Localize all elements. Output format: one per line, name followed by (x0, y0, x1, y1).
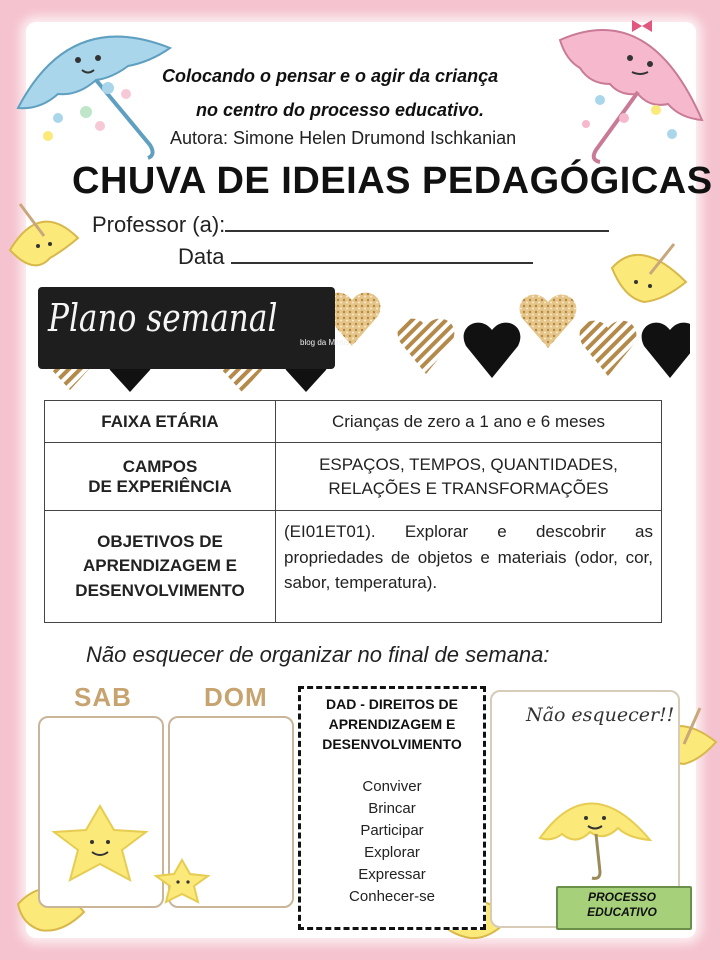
dad-item: Brincar (368, 800, 416, 817)
dad-item: Expressar (358, 866, 426, 883)
table-key-cell: FAIXA ETÁRIA (45, 401, 276, 443)
table-value-cell: Crianças de zero a 1 ano e 6 meses (276, 401, 662, 443)
table-key-cell: CAMPOS DE EXPERIÊNCIA (45, 443, 276, 511)
blog-mark-logo: blog da Mimis (300, 338, 350, 347)
table-key-cell: OBJETIVOS DE APRENDIZAGEM E DESENVOLVIMENTO (45, 511, 276, 623)
processo-educativo-label: PROCESSO EDUCATIVO (587, 890, 657, 919)
saturday-label: SAB (74, 682, 132, 712)
yellow-umbrella-icon (540, 803, 650, 878)
header-line-1: Colocando o pensar e o agir da criança (162, 66, 499, 86)
dad-title: DAD - DIREITOS DE APRENDIZAGEM E DESENVOLVIMENTO (322, 696, 462, 752)
weekend-reminder-note: Não esquecer de organizar no final de semana: (86, 642, 550, 667)
dad-item: Conhecer-se (349, 888, 435, 905)
nao-esquecer-label: Não esquecer!! (526, 704, 675, 726)
date-label: Data (178, 244, 225, 269)
page-title: CHUVA DE IDEIAS PEDAGÓGICAS (72, 160, 713, 202)
plano-semanal-label: Plano semanal (48, 296, 278, 340)
dad-item: Participar (360, 822, 424, 839)
header-line-2: no centro do processo educativo. (196, 100, 485, 120)
sunday-label: DOM (204, 682, 268, 712)
author-credit: Autora: Simone Helen Drumond Ischkanian (170, 128, 517, 148)
dad-item: Conviver (362, 778, 422, 795)
dad-item: Explorar (364, 844, 420, 861)
table-value-cell: ESPAÇOS, TEMPOS, QUANTIDADES, RELAÇÕES E TRANSFORMAÇÕES (276, 443, 662, 511)
table-value-cell: (EI01ET01). Explorar e descobrir as propriedades de objetos e materiais (odor, cor, sabor, temperatura). (276, 511, 662, 623)
professor-label: Professor (a): (92, 212, 226, 237)
